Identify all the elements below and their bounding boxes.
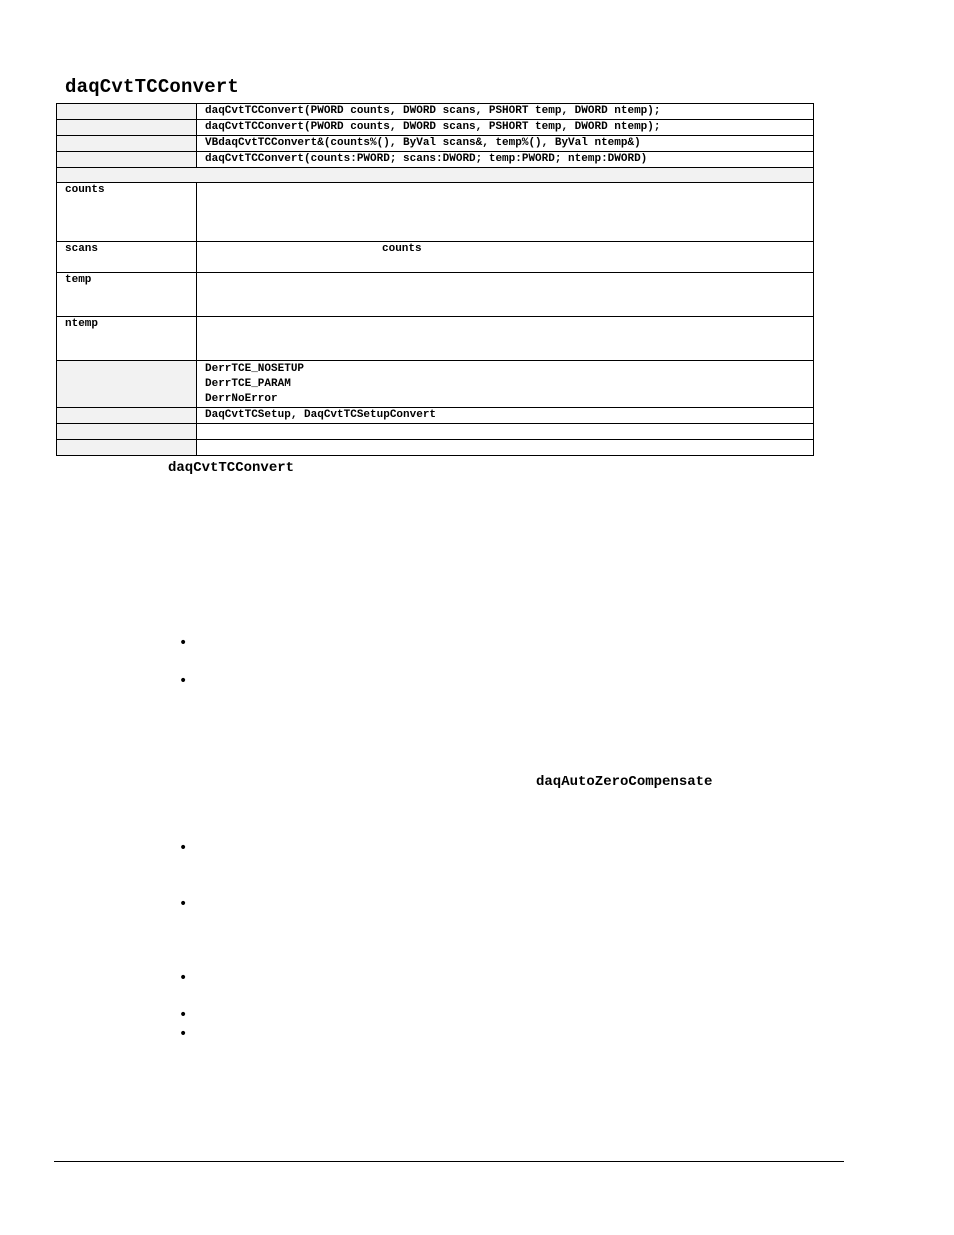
page-title: daqCvtTCConvert bbox=[65, 76, 240, 98]
label-cell bbox=[57, 408, 197, 424]
label-cell bbox=[57, 440, 197, 456]
label-cell bbox=[57, 152, 197, 168]
parameters-header bbox=[57, 168, 814, 183]
param-name: counts bbox=[57, 183, 197, 242]
empty-cell bbox=[197, 440, 814, 456]
returns-row bbox=[57, 361, 814, 408]
syntax-row bbox=[57, 104, 814, 120]
param-row-ntemp bbox=[57, 317, 814, 361]
label-cell bbox=[57, 136, 197, 152]
param-name: temp bbox=[57, 273, 197, 317]
bullet-marker: • bbox=[179, 1026, 188, 1042]
param-desc bbox=[197, 183, 814, 242]
syntax-row bbox=[57, 136, 814, 152]
empty-row bbox=[57, 424, 814, 440]
label-cell bbox=[57, 104, 197, 120]
bullet-marker: • bbox=[179, 635, 188, 651]
empty-cell bbox=[197, 424, 814, 440]
syntax-row bbox=[57, 152, 814, 168]
param-desc bbox=[197, 317, 814, 361]
returns-list bbox=[197, 361, 814, 408]
parameters-header-row bbox=[57, 168, 814, 183]
syntax-vb: VBdaqCvtTCConvert&(counts%(), ByVal scans&, temp%(), ByVal ntemp&) bbox=[197, 136, 814, 152]
syntax-cpp: daqCvtTCConvert(PWORD counts, DWORD scans, PSHORT temp, DWORD ntemp); bbox=[197, 120, 814, 136]
bullet-marker: • bbox=[179, 896, 188, 912]
label-cell bbox=[57, 424, 197, 440]
autozero-ref-text: daqAutoZeroCompensate bbox=[536, 774, 713, 790]
return-code: DerrTCE_PARAM bbox=[205, 378, 291, 390]
param-desc-ref: counts bbox=[382, 243, 422, 255]
param-row-temp bbox=[57, 273, 814, 317]
param-row-counts bbox=[57, 183, 814, 242]
param-name: scans bbox=[57, 242, 197, 273]
bullet-marker: • bbox=[179, 1007, 188, 1023]
function-reference-table bbox=[56, 103, 814, 456]
see-also-row bbox=[57, 408, 814, 424]
param-name: ntemp bbox=[57, 317, 197, 361]
label-cell bbox=[57, 120, 197, 136]
label-cell bbox=[57, 361, 197, 408]
param-row-scans bbox=[57, 242, 814, 273]
param-desc bbox=[197, 273, 814, 317]
footer-rule bbox=[54, 1161, 844, 1162]
bullet-marker: • bbox=[179, 970, 188, 986]
syntax-delphi: daqCvtTCConvert(counts:PWORD; scans:DWORD; temp:PWORD; ntemp:DWORD) bbox=[197, 152, 814, 168]
bullet-marker: • bbox=[179, 840, 188, 856]
function-ref-text: daqCvtTCConvert bbox=[168, 460, 295, 476]
empty-row bbox=[57, 440, 814, 456]
return-code: DerrNoError bbox=[205, 393, 278, 405]
syntax-row bbox=[57, 120, 814, 136]
param-desc bbox=[197, 242, 814, 273]
bullet-marker: • bbox=[179, 673, 188, 689]
syntax-c: daqCvtTCConvert(PWORD counts, DWORD scans, PSHORT temp, DWORD ntemp); bbox=[197, 104, 814, 120]
see-also: DaqCvtTCSetup, DaqCvtTCSetupConvert bbox=[197, 408, 814, 424]
return-code: DerrTCE_NOSETUP bbox=[205, 363, 305, 375]
